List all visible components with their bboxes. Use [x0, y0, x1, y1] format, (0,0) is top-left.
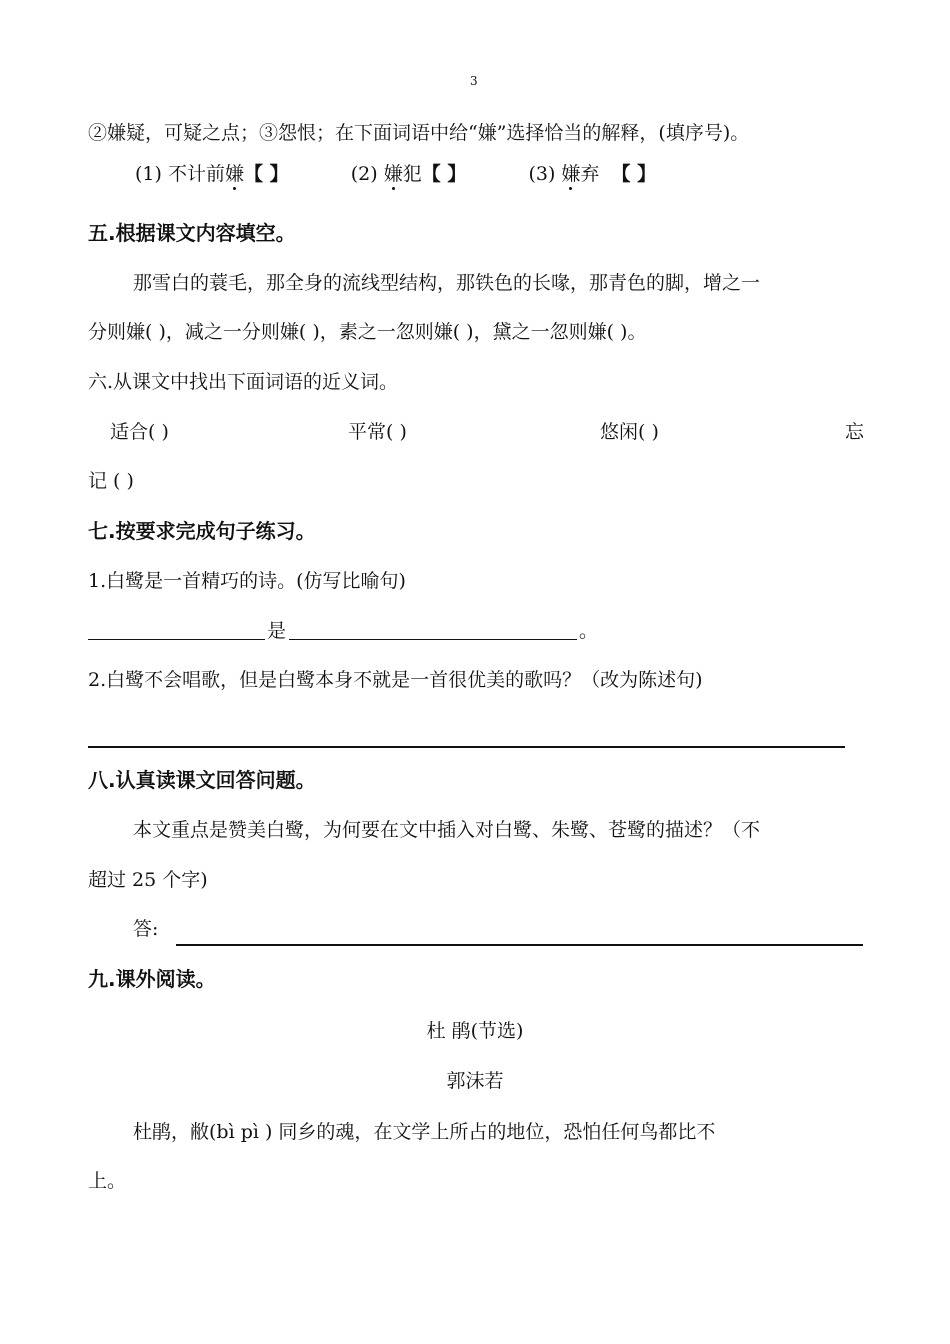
dotted-character: 嫌 [383, 163, 403, 185]
word-suffix: 犯 [402, 163, 422, 185]
answer-bracket[interactable]: 【 】 [611, 163, 657, 185]
xian-item-2 [351, 163, 473, 185]
section6-heading: 六.从课文中找出下面词语的近义词。 [88, 371, 399, 393]
q1-middle-word: 是 [267, 620, 287, 642]
reading-author: 郭沫若 [446, 1070, 504, 1092]
answer-label: 答: [133, 918, 159, 940]
synonym-leisurely: 悠闲( ) [600, 421, 659, 443]
item-number: (3) [528, 163, 556, 185]
answer-bracket[interactable]: 【 】 [244, 163, 289, 185]
section5-heading: 五.根据课文内容填空。 [88, 221, 296, 245]
dotted-character: 嫌 [561, 163, 581, 185]
synonym-fit: 适合( ) [110, 421, 169, 443]
section8-answer-line[interactable] [176, 944, 863, 946]
reading-paragraph-line2: 上。 [88, 1170, 127, 1192]
q2-answer-line[interactable] [88, 746, 845, 748]
q1-end-mark: 。 [579, 620, 599, 642]
item-number: (2) [350, 163, 378, 185]
section9-heading: 九.课外阅读。 [88, 967, 216, 991]
reading-paragraph-line1: 杜鹃，敝(bì pì ) 同乡的魂，在文学上所占的地位，恐怕任何鸟都比不 [133, 1121, 716, 1143]
item-number: (1) [135, 163, 162, 185]
section8-question-line2: 超过 25 个字) [88, 869, 208, 891]
q1-blank-left[interactable] [88, 639, 265, 640]
section5-line2: 分则嫌( )，减之一分则嫌( )，素之一忽则嫌( )，黛之一忽则嫌( )。 [88, 321, 647, 343]
q1-blank-right[interactable] [289, 639, 577, 640]
intro-line: ②嫌疑，可疑之点；③怨恨；在下面词语中给“嫌”选择恰当的解释，(填序号)。 [88, 122, 750, 144]
synonym-forget-part1: 忘 [845, 421, 865, 443]
synonym-forget-part2: 记 ( ) [88, 470, 134, 492]
section7-heading: 七.按要求完成句子练习。 [88, 519, 316, 543]
xian-item-1 [135, 163, 295, 185]
word-prefix: 不计前 [167, 163, 225, 185]
dotted-character: 嫌 [224, 163, 244, 185]
synonym-ordinary: 平常( ) [348, 421, 407, 443]
reading-title: 杜 鹃(节选) [426, 1020, 524, 1042]
section8-question-line1: 本文重点是赞美白鹭，为何要在文中插入对白鹭、朱鹭、苍鹭的描述？（不 [133, 819, 761, 841]
xian-item-3 [528, 163, 656, 185]
section8-heading: 八.认真读课文回答问题。 [88, 768, 316, 792]
answer-bracket[interactable]: 【 】 [421, 163, 467, 185]
section7-q2: 2.白鹭不会唱歌，但是白鹭本身不就是一首很优美的歌吗？（改为陈述句) [88, 669, 703, 691]
section5-line1: 那雪白的蓑毛，那全身的流线型结构，那铁色的长喙，那青色的脚，增之一 [133, 272, 761, 294]
section7-q1: 1.白鹭是一首精巧的诗。(仿写比喻句) [88, 570, 406, 592]
word-suffix: 弃 [580, 163, 600, 185]
page-number: 3 [470, 74, 478, 88]
xian-items-row [135, 159, 656, 189]
